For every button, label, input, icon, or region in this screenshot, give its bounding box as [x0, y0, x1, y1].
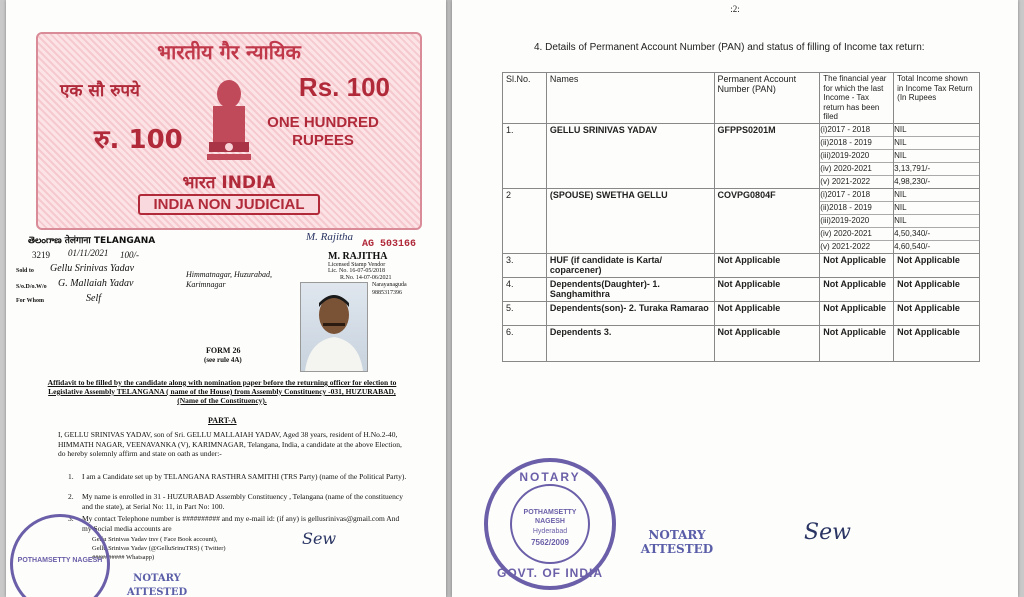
seal-name-left: POTHAMSETTY NAGESH — [17, 557, 103, 564]
header-income: Total Income shown in Income Tax Return (In Rupees — [894, 73, 980, 124]
vendor-phone: 9885317396 — [372, 290, 402, 296]
fy-cell: (iv) 2020-2021 — [820, 228, 893, 241]
seal-top-text: NOTARY — [519, 470, 581, 484]
seal-reg: 7562/2009 — [531, 538, 569, 547]
fy-cell: (iv) 2020-2021 — [820, 163, 893, 176]
row-pan: COVPG0804F — [714, 188, 820, 253]
income-cell: NIL — [894, 189, 979, 202]
item-3-text: My contact Telephone number is ########## and my e-mail id: (if any) is gellusrinivas@gmail.com And my Social media accounts are — [82, 514, 400, 533]
row-income: Not Applicable — [894, 325, 980, 361]
table-row — [503, 253, 980, 277]
table-row — [503, 301, 980, 325]
table-row — [503, 188, 980, 253]
row-incomes — [894, 188, 980, 253]
vendor-lic: Lic. No. 16-07-05/2018 — [328, 268, 385, 274]
notary-seal-right — [484, 458, 616, 590]
item-3-number: 3. — [68, 514, 74, 523]
income-cell: 4,98,230/- — [894, 176, 931, 186]
row-name: HUF (if candidate is Karta/ coparcener) — [546, 253, 714, 277]
row-pan: GFPPS0201M — [714, 123, 820, 188]
social-whatsapp: ########## Whatsapp) — [92, 554, 155, 561]
row-fy: Not Applicable — [820, 301, 894, 325]
notary-attested-right: NOTARY ATTESTED — [640, 528, 714, 556]
row-fy: Not Applicable — [820, 277, 894, 301]
vendor-title: Licensed Stamp Vendor — [328, 262, 386, 268]
row-sl: 3. — [503, 253, 547, 277]
row-years — [820, 188, 894, 253]
so-label: S/o.D/o.W/o — [16, 284, 47, 290]
header-pan: Permanent Account Number (PAN) — [714, 73, 820, 124]
income-cell: NIL — [894, 215, 979, 228]
candidate-signature-right: Sew — [804, 520, 851, 545]
row-years — [820, 123, 894, 188]
fy-cell: (iii)2019-2020 — [820, 150, 893, 163]
row-income: Not Applicable — [894, 253, 980, 277]
table-row — [503, 277, 980, 301]
row-pan: Not Applicable — [714, 325, 820, 361]
income-cell: 4,60,540/- — [894, 241, 931, 251]
candidate-signature-left: Sew — [302, 529, 337, 548]
row-pan: Not Applicable — [714, 277, 820, 301]
income-cell: 3,13,791/- — [894, 163, 979, 176]
row-pan: Not Applicable — [714, 301, 820, 325]
fy-cell: (ii)2018 - 2019 — [820, 202, 893, 215]
ro-address: Himmatnagar, Huzurabad, Karimnagar — [186, 270, 273, 289]
stamp-no: 3219 — [32, 250, 50, 260]
row-name: Dependents(son)- 2. Turaka Ramarao — [546, 301, 714, 325]
stamp-value: 100/- — [120, 250, 139, 260]
for-whom-value: Self — [86, 293, 101, 304]
header-slno: Sl.No. — [503, 73, 547, 124]
affidavit-heading: Affidavit to be filled by the candidate along with nomination paper before the returning officer for election to Legislative Assembly TELANGANA ( name of the House) from Assembly Constituency -031, HUZURABAD, (Name of the Constituency). — [47, 378, 397, 405]
stamp-serial: AG 503166 — [362, 239, 417, 250]
fy-cell: (v) 2021-2022 — [820, 241, 871, 251]
social-facebook: Gellu Srinivas Yadav trsv ( Face Book account), — [92, 536, 218, 543]
vendor-place: Narayanaguda — [372, 282, 407, 288]
table-row — [503, 325, 980, 361]
row-incomes — [894, 123, 980, 188]
section-4-title: 4. Details of Permanent Account Number (PAN) and status of filling of Income tax return: — [534, 42, 925, 53]
row-name: GELLU SRINIVAS YADAV — [546, 123, 714, 188]
stamp-hindi-title: भारतीय गैर न्यायिक — [157, 40, 301, 64]
notary-attested-left: NOTARY ATTESTED — [126, 573, 188, 597]
row-sl: 2 — [503, 188, 547, 253]
item-2-number: 2. — [68, 492, 74, 501]
page-number: :2: — [730, 4, 740, 14]
row-income: Not Applicable — [894, 277, 980, 301]
stamp-bharat-india: भारत INDIA — [182, 173, 276, 193]
fy-cell: (v) 2021-2022 — [820, 176, 871, 186]
pan-table — [502, 72, 980, 362]
stamp-india-non-judicial: INDIA NON JUDICIAL — [138, 194, 320, 215]
for-whom-label: For Whom — [16, 298, 44, 304]
fy-cell: (i)2017 - 2018 — [820, 189, 893, 202]
income-cell: NIL — [894, 202, 979, 215]
row-sl: 5. — [503, 301, 547, 325]
social-twitter: Gellu Srinivas Yadav (@GelluSrinuTRS) ( Twitter) — [92, 545, 226, 552]
stamp-paper-page — [6, 0, 446, 597]
fy-cell: (ii)2018 - 2019 — [820, 137, 893, 150]
so-name: G. Mallaiah Yadav — [58, 278, 134, 289]
header-fy: The financial year for which the last Income - Tax return has been filed — [820, 73, 894, 124]
income-cell: 4,50,340/- — [894, 228, 979, 241]
sold-to-name: Gellu Srinivas Yadav — [50, 263, 135, 274]
pan-details-page — [452, 0, 1018, 597]
form-rule: (see rule 4A) — [204, 356, 242, 364]
row-sl: 4. — [503, 277, 547, 301]
sold-to-label: Sold to — [16, 268, 34, 274]
row-sl: 1. — [503, 123, 547, 188]
table-row — [503, 123, 980, 188]
income-cell: NIL — [894, 150, 979, 163]
income-cell: NIL — [894, 137, 979, 150]
row-sl: 6. — [503, 325, 547, 361]
row-pan: Not Applicable — [714, 253, 820, 277]
row-fy: Not Applicable — [820, 253, 894, 277]
row-name: Dependents(Daughter)- 1. Sanghamithra — [546, 277, 714, 301]
item-1-text: I am a Candidate set up by TELANGANA RASTHRA SAMITHI (TRS Party) (name of the Political Party). — [82, 472, 407, 481]
vendor-ren: R.No. 14-07-06/2021 — [340, 275, 392, 281]
vendor-name: M. RAJITHA — [328, 251, 388, 262]
item-1-number: 1. — [68, 472, 74, 481]
vendor-signature: M. Rajitha — [306, 231, 354, 243]
form-number: FORM 26 — [206, 346, 241, 355]
row-name: Dependents 3. — [546, 325, 714, 361]
fy-cell: (i)2017 - 2018 — [820, 124, 893, 137]
affirmation-paragraph: I, GELLU SRINIVAS YADAV, son of Sri. GELLU MALLAIAH YADAV, Aged 38 years, resident of H.No.2-40, HIMMATH NAGAR, VEENAVANKA (V), KARIMNAGAR, Telangana, India, a candidate at the above Election, do hereby solemnly affirm and state on oath as under:- — [58, 430, 402, 458]
non-judicial-stamp — [36, 32, 422, 230]
fy-cell: (iii)2019-2020 — [820, 215, 893, 228]
row-fy: Not Applicable — [820, 325, 894, 361]
item-2-text: My name is enrolled in 31 - HUZURABAD Assembly Constituency , Telangana (name of the constituency and the state), at Serial No: 11, in Part No: 100. — [82, 492, 403, 511]
stamp-one-hundred: ONE HUNDRED RUPEES — [267, 114, 379, 149]
part-a-heading: PART-A — [208, 416, 237, 425]
stamp-ru-100: रु. 100 — [94, 125, 183, 155]
candidate-photo — [300, 282, 368, 372]
telangana-label: తెలంగాణ तेलंगाना TELANGANA — [28, 236, 156, 246]
stamp-date: 01/11/2021 — [68, 248, 109, 258]
header-names: Names — [546, 73, 714, 124]
stamp-rs-100: Rs. 100 — [298, 72, 390, 102]
seal-city: Hyderabad — [532, 528, 568, 535]
seal-name: POTHAMSETTY NAGESH — [523, 509, 577, 525]
stamp-ek-sau: एक सौ रुपये — [60, 81, 140, 101]
pan-table-header — [503, 73, 980, 124]
row-income: Not Applicable — [894, 301, 980, 325]
income-cell: NIL — [894, 124, 979, 137]
seal-bottom-text: GOVT. OF INDIA — [496, 566, 603, 580]
row-name: (SPOUSE) SWETHA GELLU — [546, 188, 714, 253]
